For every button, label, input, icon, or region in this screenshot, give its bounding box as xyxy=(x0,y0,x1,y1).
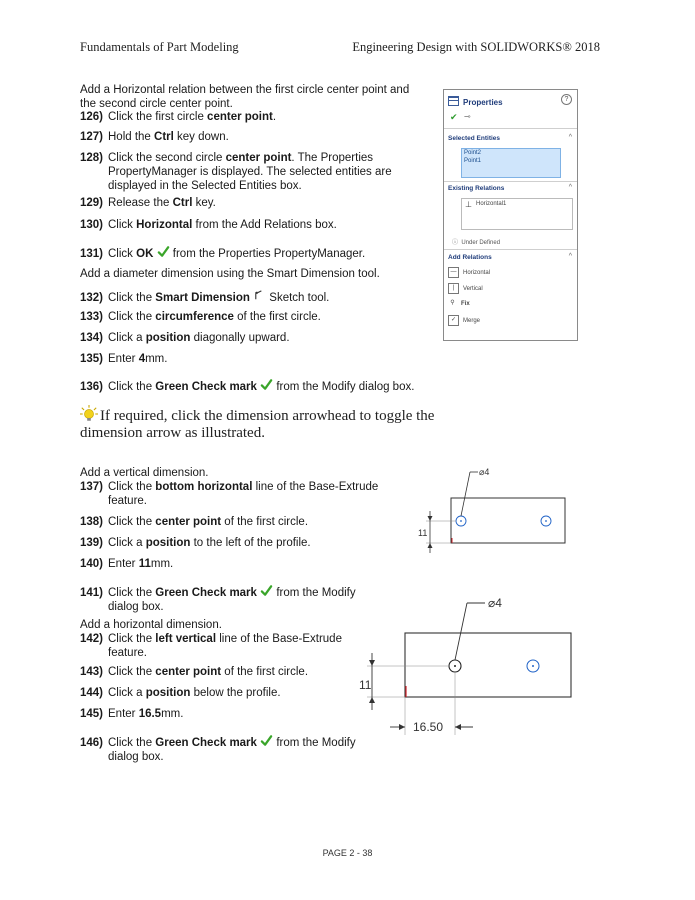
vertical-dimension-label[interactable]: 11 xyxy=(359,678,372,692)
intro-diameter-dimension: Add a diameter dimension using the Smart Dimension tool. xyxy=(80,268,380,280)
green-check-icon xyxy=(260,378,273,391)
existing-relation[interactable]: Horizontal1 xyxy=(476,201,507,207)
vertical-dimension-label[interactable]: 11 xyxy=(418,528,428,538)
first-circle-center xyxy=(460,520,462,522)
step-135: 135) Enter 4mm. xyxy=(80,353,168,365)
horizontal-dimension-label[interactable]: 16.50 xyxy=(413,720,444,734)
ok-check-icon[interactable]: ✔ xyxy=(450,112,458,122)
selected-entities-header[interactable]: Selected Entities xyxy=(448,135,501,142)
step-138: 138) Click the center point of the first circle. xyxy=(80,516,309,528)
panel-title: Properties xyxy=(448,96,503,107)
second-circle-center xyxy=(532,665,534,667)
collapse-icon[interactable]: ^ xyxy=(568,184,572,191)
status-under-defined: ⓘ Under Defined xyxy=(452,240,501,246)
arrowhead xyxy=(399,724,405,730)
existing-relations-header[interactable]: Existing Relations xyxy=(448,185,505,192)
step-129: 129) Release the Ctrl key. xyxy=(80,197,216,209)
selected-entity[interactable]: Point2 xyxy=(464,150,482,156)
step-133: 133) Click the circumference of the first circle. xyxy=(80,311,321,323)
step-144: 144) Click a position below the profile. xyxy=(80,687,281,699)
vertical-relation-icon: | xyxy=(448,283,459,294)
base-extrude-profile xyxy=(405,633,571,697)
lightbulb-tip-icon xyxy=(80,404,98,424)
selected-entity[interactable]: Point1 xyxy=(464,158,482,164)
step-142: 142) Click the left vertical line of the Base-Extrude feature. xyxy=(80,633,342,659)
smart-dimension-icon xyxy=(253,289,266,302)
green-check-icon xyxy=(260,584,273,597)
first-circle-center xyxy=(454,665,456,667)
intro-horizontal-dimension: Add a horizontal dimension. xyxy=(80,619,222,631)
diameter-label[interactable]: ⌀4 xyxy=(479,467,490,477)
collapse-icon[interactable]: ^ xyxy=(568,253,572,260)
step-136: 136) Click the Green Check mark from the Modify dialog box. xyxy=(80,378,440,394)
properties-icon xyxy=(448,96,459,106)
step-131: 131) Click OK from the Properties PropertyManager. xyxy=(80,245,420,261)
step-130: 130) Click Horizontal from the Add Relations box. xyxy=(80,219,337,231)
page-number: PAGE 2 - 38 xyxy=(322,848,373,858)
step-140: 140) Enter 11mm. xyxy=(80,558,174,570)
diameter-leader xyxy=(461,472,470,516)
horizontal-relation-icon: — xyxy=(448,267,459,278)
step-137: 137) Click the bottom horizontal line of the Base-Extrude feature. xyxy=(80,481,379,507)
sketch-horizontal-dimension xyxy=(355,590,580,740)
add-relation-fix[interactable]: ⚲ Fix xyxy=(448,299,470,308)
green-check-icon xyxy=(157,245,170,258)
step-126: 126) Click the first circle center point. xyxy=(80,111,277,123)
collapse-icon[interactable]: ^ xyxy=(568,134,572,141)
arrowhead xyxy=(455,724,461,730)
step-128: 128) Click the second circle center point. The Properties PropertyManager is displayed. The selected entities are displayed in the Selected Entities box. xyxy=(80,152,392,192)
selected-entities-list[interactable] xyxy=(461,148,561,178)
divider xyxy=(444,181,577,182)
arrowhead xyxy=(369,660,375,666)
step-134: 134) Click a position diagonally upward. xyxy=(80,332,290,344)
green-check-icon xyxy=(260,734,273,747)
merge-relation-icon: ✓ xyxy=(448,315,459,326)
fix-relation-icon: ⚲ xyxy=(450,300,455,306)
step-143: 143) Click the center point of the first circle. xyxy=(80,666,309,678)
tip-note: If required, click the dimension arrowhead to toggle the dimension arrow as illustrated. xyxy=(80,404,440,442)
step-132: 132) Click the Smart Dimension Sketch tool. xyxy=(80,289,420,305)
add-relation-vertical[interactable]: | Vertical xyxy=(448,283,483,294)
add-relations-header[interactable]: Add Relations xyxy=(448,254,492,261)
step-141: 141) Click the Green Check mark from the Modify dialog box. xyxy=(80,584,358,614)
properties-propertymanager xyxy=(443,89,578,341)
step-127: 127) Hold the Ctrl key down. xyxy=(80,131,229,143)
base-extrude-profile xyxy=(451,498,565,543)
arrowhead xyxy=(369,697,375,703)
diameter-label[interactable]: ⌀4 xyxy=(488,596,502,610)
divider xyxy=(444,128,577,129)
intro-vertical-dimension: Add a vertical dimension. xyxy=(80,467,209,479)
intro-horizontal-relation: Add a Horizontal relation between the first circle center point and the second circle center point. xyxy=(80,84,410,110)
running-header-right: Engineering Design with SOLIDWORKS® 2018 xyxy=(352,40,600,54)
add-relation-horizontal[interactable]: — Horizontal xyxy=(448,267,490,278)
pin-icon[interactable]: ⊸ xyxy=(464,112,471,121)
arrowhead xyxy=(428,516,433,521)
step-146: 146) Click the Green Check mark from the Modify dialog box. xyxy=(80,734,358,764)
diameter-leader xyxy=(455,603,467,660)
arrowhead xyxy=(428,543,433,548)
add-relation-merge[interactable]: ✓ Merge xyxy=(448,315,480,326)
running-header-left: Fundamentals of Part Modeling xyxy=(80,40,239,54)
step-145: 145) Enter 16.5mm. xyxy=(80,708,184,720)
step-139: 139) Click a position to the left of the profile. xyxy=(80,537,311,549)
horizontal-relation-icon: ⊥ xyxy=(465,200,472,209)
second-circle-center xyxy=(545,520,547,522)
help-icon[interactable]: ? xyxy=(561,94,572,105)
divider xyxy=(444,249,577,250)
existing-relations-list[interactable] xyxy=(461,198,573,230)
sketch-vertical-dimension xyxy=(410,464,580,564)
